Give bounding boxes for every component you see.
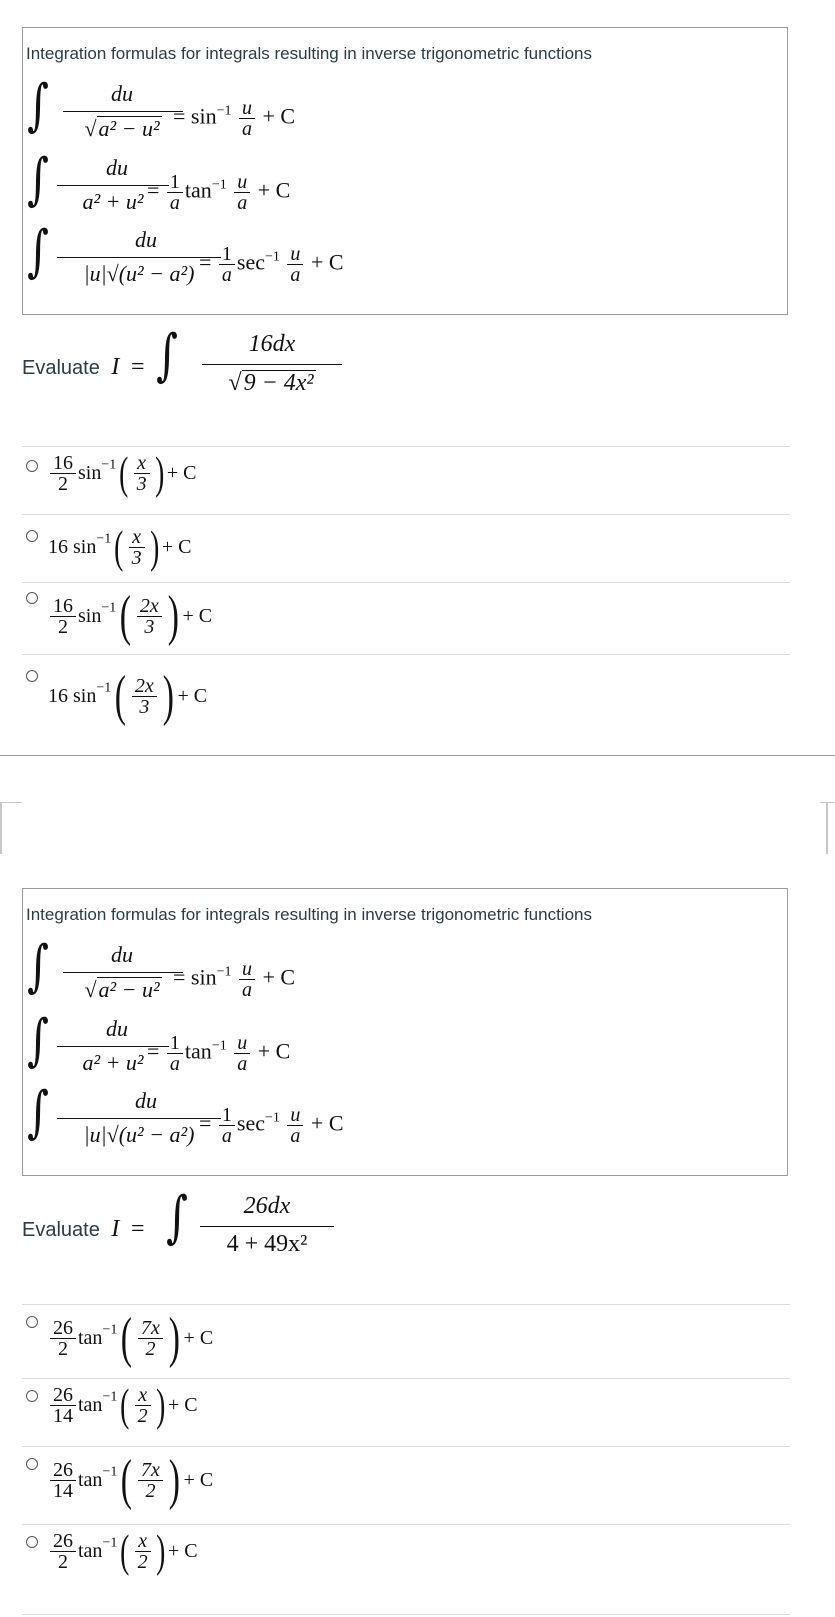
q2-option-2[interactable]: [26, 1379, 766, 1442]
formula-arctan: [27, 1009, 727, 1077]
divider: [22, 1524, 790, 1525]
formula-numerator: du: [135, 227, 157, 252]
divider-fragment: [0, 802, 22, 803]
formula-denominator: |u|√(u² − a²): [83, 261, 195, 286]
answer-expression: $\frac{26}{14}$ $\tan^{-1}$( $\frac{x}{2}$ ) + C: [48, 1382, 198, 1442]
integrand-numerator: 26dx: [243, 1193, 291, 1219]
formula-numerator: du: [106, 155, 128, 180]
question-2-prompt: Evaluate I =: [22, 1216, 145, 1242]
formula-denominator: √a² − u²: [84, 977, 160, 1002]
formula-numerator: du: [106, 1016, 128, 1041]
formula-box-title: Integration formulas for integrals resulting in inverse trigonometric functions: [26, 905, 592, 924]
formula-rhs: = $\sin^{-1}$ $\frac{u}{a}$ + C: [173, 958, 296, 1001]
integrand-denominator: √9 − 4x²: [228, 370, 314, 396]
integrand-numerator: 16dx: [248, 331, 296, 357]
answer-expression: $\frac{26}{2}$ $\tan^{-1}$( $\frac{7x}{2}$ ) + C: [48, 1310, 213, 1370]
fraction-bar: [63, 111, 183, 112]
fraction-bar: [202, 364, 342, 365]
divider: [22, 582, 790, 583]
formula-numerator: du: [111, 81, 133, 106]
radio-button[interactable]: [26, 1458, 38, 1470]
integral-sign: ∫: [27, 1080, 49, 1145]
formula-rhs: = $\frac{1}{a}$ $\sec^{-1}$ $\frac{u}{a}$ + C: [199, 1104, 344, 1147]
fraction-bar: [57, 257, 221, 258]
formula-arctan: [27, 148, 727, 216]
divider: [22, 514, 790, 515]
q1-option-1[interactable]: [26, 447, 766, 510]
answer-expression: 16 $\sin^{-1}$( $\frac{2x}{3}$ ) + C: [48, 665, 208, 727]
section-divider: [0, 755, 835, 756]
divider: [22, 446, 790, 447]
edge-mark: [826, 802, 828, 854]
radio-button[interactable]: [26, 1390, 38, 1402]
divider: [22, 654, 790, 655]
fraction-bar: [63, 972, 183, 973]
integral-sign: ∫: [166, 1185, 188, 1250]
formula-arcsin: [27, 935, 727, 1003]
q1-option-3[interactable]: [26, 585, 766, 648]
formula-numerator: du: [111, 942, 133, 967]
integral-sign: ∫: [27, 934, 49, 999]
q2-option-1[interactable]: [26, 1307, 766, 1370]
radio-button[interactable]: [26, 530, 38, 542]
radio-button[interactable]: [26, 670, 38, 682]
divider: [22, 1304, 790, 1305]
q1-option-4[interactable]: [26, 662, 766, 727]
radio-button[interactable]: [26, 592, 38, 604]
formula-arcsec: [27, 220, 727, 288]
formula-box: [22, 888, 788, 1176]
formula-rhs: = $\sin^{-1}$ $\frac{u}{a}$ + C: [173, 97, 296, 140]
formula-denominator: a² + u²: [82, 189, 144, 214]
formula-denominator: √a² − u²: [84, 116, 160, 141]
formula-rhs: = $\frac{1}{a}$ $\tan^{-1}$ $\frac{u}{a}$ + C: [147, 1032, 291, 1075]
radio-button[interactable]: [26, 460, 38, 472]
integrand-denominator: 4 + 49x²: [226, 1231, 308, 1257]
integral-sign: ∫: [27, 1008, 49, 1073]
integral-sign: ∫: [27, 147, 49, 212]
formula-denominator: |u|√(u² − a²): [83, 1122, 195, 1147]
fraction-bar: [200, 1226, 334, 1227]
q1-option-2[interactable]: [26, 520, 766, 580]
radio-button[interactable]: [26, 1316, 38, 1328]
formula-rhs: = $\frac{1}{a}$ $\tan^{-1}$ $\frac{u}{a}$ + C: [147, 171, 291, 214]
radio-button[interactable]: [26, 1536, 38, 1548]
formula-box: [22, 27, 788, 315]
formula-denominator: a² + u²: [82, 1050, 144, 1075]
question-1-prompt: Evaluate I =: [22, 354, 145, 380]
divider: [22, 1614, 790, 1615]
edge-mark: [0, 802, 2, 854]
answer-expression: 16 $\sin^{-1}$( $\frac{x}{3}$ ) + C: [48, 521, 192, 572]
integral-sign: ∫: [156, 323, 178, 388]
answer-expression: $\frac{16}{2}$ $\sin^{-1}$( $\frac{x}{3}$ ) + C: [48, 450, 197, 510]
formula-arcsec: [27, 1081, 727, 1149]
answer-expression: $\frac{26}{14}$ $\tan^{-1}$( $\frac{7x}{2}$ ) + C: [48, 1452, 213, 1512]
answer-expression: $\frac{16}{2}$ $\sin^{-1}$( $\frac{2x}{3}$ ) + C: [48, 588, 212, 648]
divider: [22, 1446, 790, 1447]
formula-rhs: = $\frac{1}{a}$ $\sec^{-1}$ $\frac{u}{a}$ + C: [199, 243, 344, 286]
formula-numerator: du: [135, 1088, 157, 1113]
question-2-integral: [166, 1182, 336, 1262]
integral-sign: ∫: [27, 219, 49, 284]
divider: [22, 1378, 790, 1379]
integral-sign: ∫: [27, 73, 49, 138]
fraction-bar: [57, 1118, 221, 1119]
q2-option-4[interactable]: [26, 1525, 766, 1588]
answer-expression: $\frac{26}{2}$ $\tan^{-1}$( $\frac{x}{2}$ ) + C: [48, 1528, 198, 1588]
q2-option-3[interactable]: [26, 1449, 766, 1512]
formula-arcsin: [27, 74, 727, 142]
question-1-integral: [156, 320, 336, 400]
formula-box-title: Integration formulas for integrals resulting in inverse trigonometric functions: [26, 44, 592, 63]
